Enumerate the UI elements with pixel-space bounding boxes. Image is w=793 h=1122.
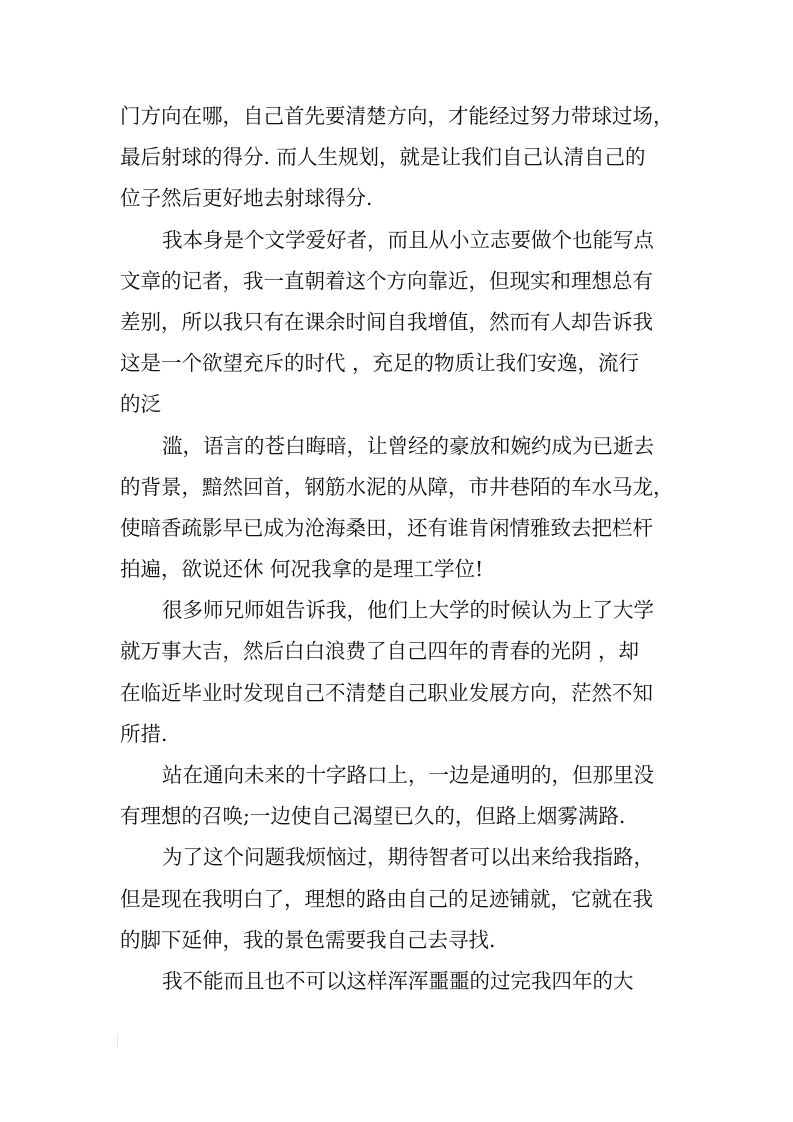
text-line: 差别，所以我只有在课余时间自我增值，然而有人却告诉我 xyxy=(120,309,653,334)
text-line: 但是现在我明白了，理想的路由自己的足迹铺就，它就在我 xyxy=(120,886,653,911)
text-line: 在临近毕业时发现自己不清楚自己职业发展方向，茫然不知 xyxy=(120,680,653,705)
text-line: 我本身是个文学爱好者，而且从小立志要做个也能写点 xyxy=(162,227,654,252)
body-text xyxy=(120,96,673,1002)
text-line: 最后射球的得分. 而人生规划，就是让我们自己认清自己的 xyxy=(120,145,646,170)
text-line: 就万事大吉，然后白白浪费了自己四年的青春的光阴 ，却 xyxy=(120,639,640,664)
text-line: 文章的记者，我一直朝着这个方向靠近，但现实和理想总有 xyxy=(120,268,653,293)
text-line: 位子然后更好地去射球得分. xyxy=(120,186,373,211)
text-line: 的背景，黯然回首，钢筋水泥的从障，市井巷陌的车水马龙， xyxy=(120,474,673,499)
text-line: 的脚下延伸，我的景色需要我自己去寻找. xyxy=(120,927,496,952)
text-line: 有理想的召唤;一边使自己渴望已久的，但路上烟雾满路. xyxy=(120,804,626,829)
text-line: 使暗香疏影早已成为沧海桑田，还有谁肯闲情雅致去把栏杆 xyxy=(120,515,653,540)
page-corner-mark xyxy=(117,1034,118,1048)
text-line: 我不能而且也不可以这样浑浑噩噩的过完我四年的大 xyxy=(162,968,634,993)
text-line: 所措. xyxy=(120,721,168,746)
text-line: 的泛 xyxy=(120,392,161,417)
text-line: 拍遍，欲说还休 何况我拿的是理工学位! xyxy=(120,557,484,582)
text-line: 门方向在哪，自己首先要清楚方向，才能经过努力带球过场， xyxy=(120,104,673,128)
text-line: 滥，语言的苍白晦暗，让曾经的豪放和婉约成为已逝去 xyxy=(162,433,654,458)
text-line: 站在通向未来的十字路口上，一边是通明的，但那里没 xyxy=(162,763,654,787)
text-line: 很多师兄师姐告诉我，他们上大学的时候认为上了大学 xyxy=(162,598,654,623)
text-line: 这是一个欲望充斥的时代 ，充足的物质让我们安逸，流行 xyxy=(120,351,640,376)
text-line: 为了这个问题我烦恼过，期待智者可以出来给我指路， xyxy=(162,845,654,870)
